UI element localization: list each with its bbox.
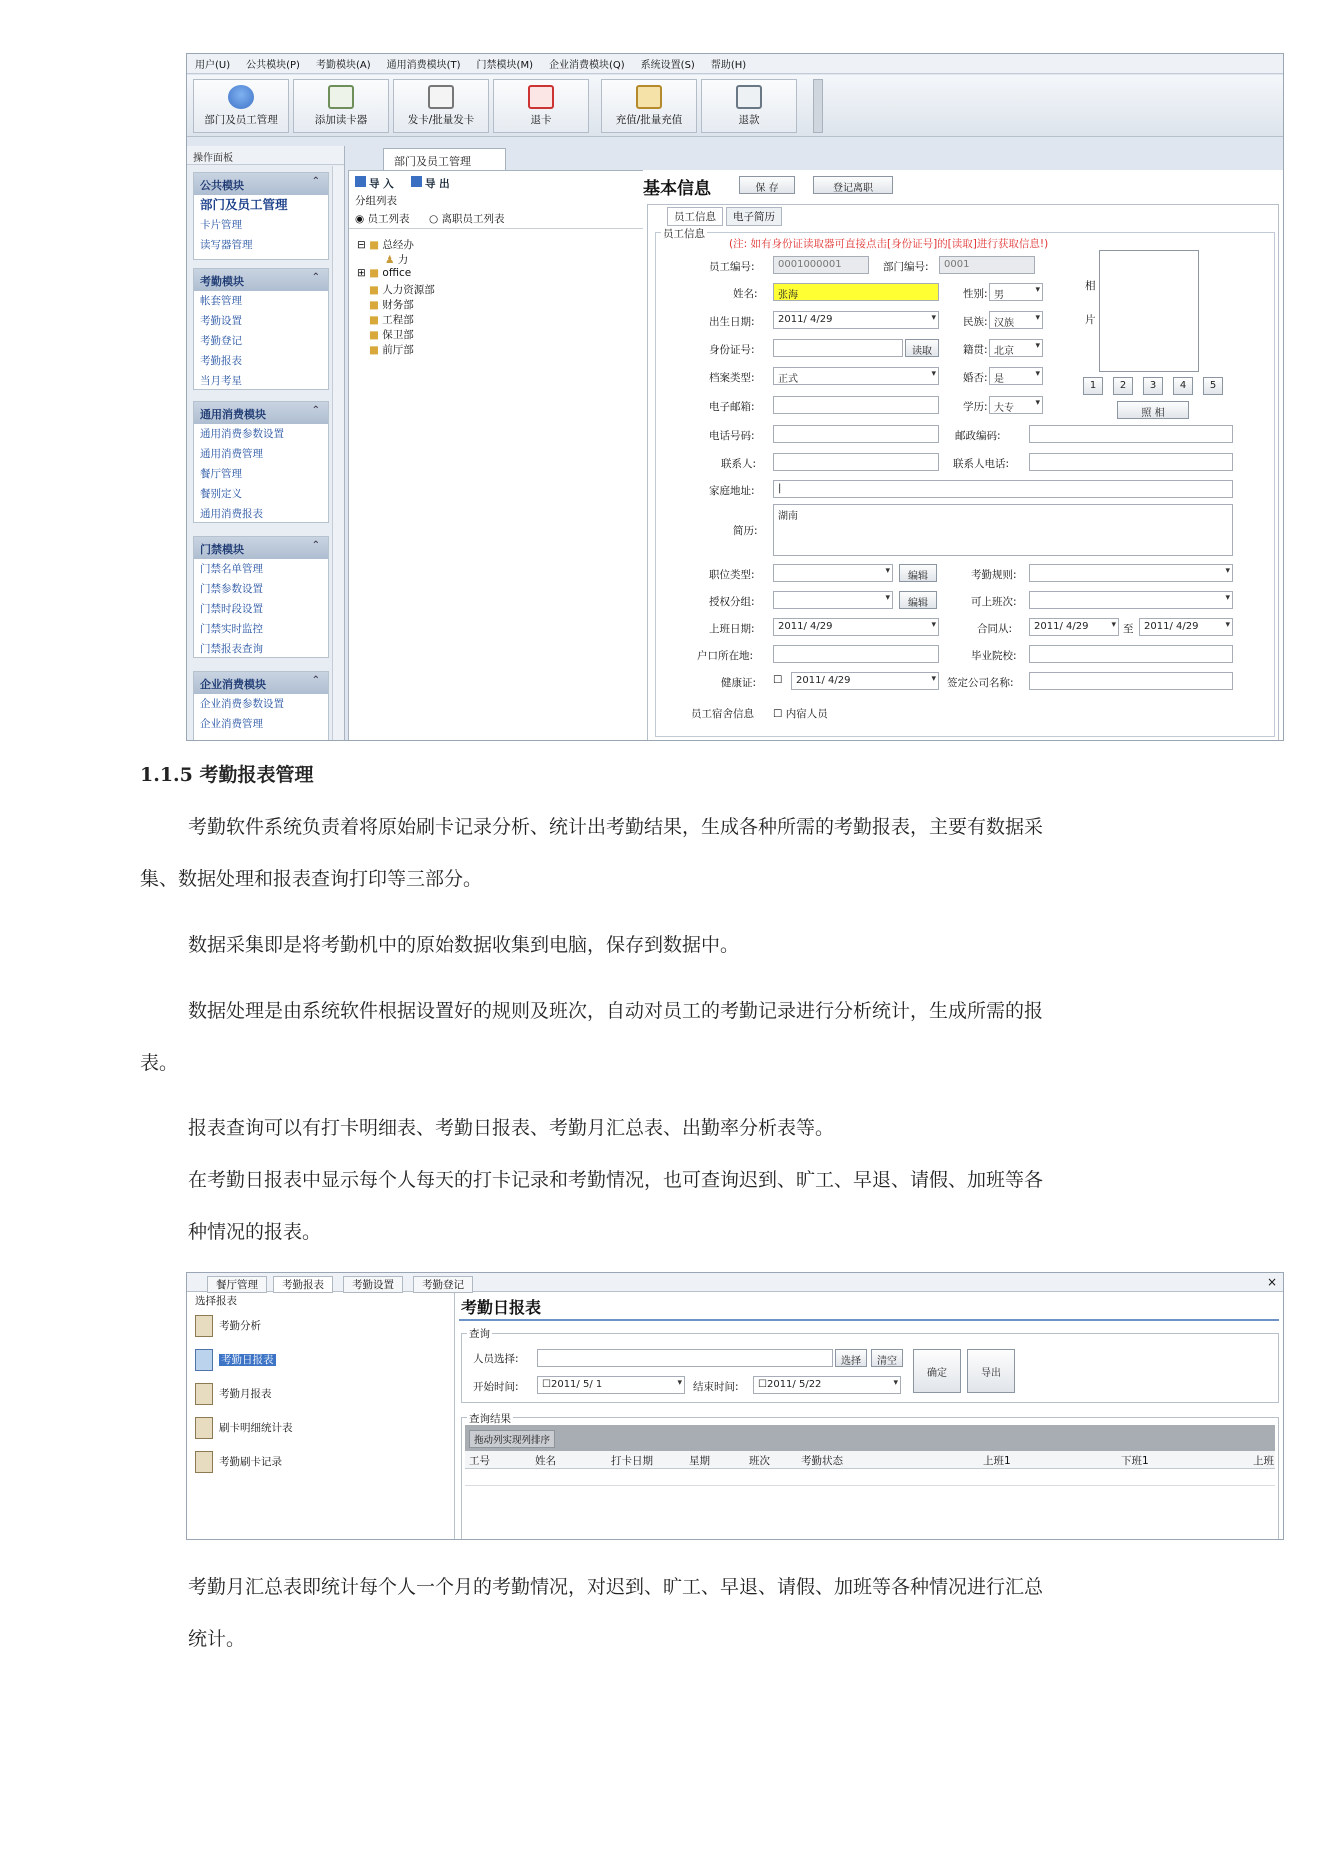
recharge-button[interactable] — [601, 79, 697, 133]
person-field[interactable] — [537, 1349, 833, 1367]
nav-restaurant[interactable]: 餐厅管理 — [200, 468, 242, 480]
archive-select[interactable] — [773, 367, 939, 385]
nav-ent-params[interactable]: 企业消费参数设置 — [200, 698, 284, 710]
nav-attendance-register[interactable]: 考勤登记 — [200, 335, 242, 347]
emp-no-label: 员工编号: — [709, 261, 755, 273]
menu-attendance[interactable]: 考勤模块(A) — [315, 60, 371, 71]
auth-select[interactable] — [773, 591, 893, 609]
col-off-duty-1[interactable]: 下班1 — [1121, 1455, 1149, 1467]
health-label: 健康证: — [721, 677, 757, 689]
report-monthly[interactable] — [195, 1383, 272, 1405]
auth-label: 授权分组: — [709, 596, 755, 608]
edu-label: 学历: — [963, 401, 988, 413]
id-reader-note: (注: 如有身份证读取器可直接点击[身份证号]的[读取]进行获取信息!) — [729, 238, 1049, 250]
id-label: 身份证号: — [709, 344, 755, 356]
inner-checkbox[interactable]: ☐ 内宿人员 — [773, 708, 828, 720]
nav-monthly[interactable]: 当月考星 — [200, 375, 242, 387]
rule-label: 考勤规则: — [971, 569, 1017, 581]
company-field[interactable] — [1029, 672, 1233, 690]
photo-slot-2[interactable]: 2 — [1113, 377, 1133, 395]
nav-meal-define[interactable]: 餐别定义 — [200, 488, 242, 500]
panel-scrollbar[interactable] — [332, 166, 344, 741]
tab-attendance-settings[interactable]: 考勤设置 — [343, 1276, 403, 1293]
drag-hint: 拖动列实现列排序 — [469, 1430, 555, 1448]
contract-to-value: 2011/ 4/29 — [1144, 621, 1199, 632]
phone-label: 电话号码: — [709, 430, 755, 442]
report-analysis[interactable] — [195, 1315, 261, 1337]
tab-resume[interactable]: 电子简历 — [726, 207, 782, 226]
paragraph-5a: 在考勤日报表中显示每个人每天的打卡记录和考勤情况，也可查询迟到、旷工、早退、请假、加班等各 — [188, 1169, 1044, 1191]
emp-no-field[interactable]: 0001000001 — [773, 256, 869, 274]
operation-panel — [187, 146, 345, 741]
person-icon: ♟ — [385, 254, 395, 266]
to-label: 至 — [1123, 623, 1134, 635]
sex-select[interactable] — [989, 283, 1043, 301]
issue-card-button[interactable] — [393, 79, 489, 133]
shift-select[interactable] — [1029, 591, 1233, 609]
nav-attendance-report[interactable]: 考勤报表 — [200, 355, 242, 367]
native-label: 籍贯: — [963, 344, 988, 356]
nav-access-time[interactable]: 门禁时段设置 — [200, 603, 263, 615]
photo-frame[interactable] — [1099, 250, 1199, 372]
paragraph-3b: 表。 — [140, 1052, 179, 1074]
col-on-duty-1[interactable]: 上班1 — [983, 1455, 1011, 1467]
refund-label: 退款 — [738, 114, 760, 126]
report-daily[interactable] — [195, 1349, 276, 1371]
nav-consume-params[interactable]: 通用消费参数设置 — [200, 428, 284, 440]
contract-to-date[interactable] — [1139, 618, 1233, 636]
module-public — [193, 172, 329, 260]
dept-no-label: 部门编号: — [883, 261, 929, 273]
tree-label: 财务部 — [382, 299, 414, 311]
tab-dept-staff[interactable]: 部门及员工管理 — [383, 148, 506, 170]
phone-field[interactable] — [773, 425, 939, 443]
addr-label: 家庭地址: — [709, 485, 755, 497]
nav-access-report[interactable]: 门禁报表查询 — [200, 643, 263, 655]
take-photo-button[interactable]: 照 相 — [1117, 401, 1189, 419]
menu-general-consume[interactable]: 通用消费模块(T) — [386, 60, 461, 71]
import-label: 导 入 — [369, 178, 394, 190]
report-title: 考勤日报表 — [461, 1298, 542, 1317]
menu-help[interactable]: 帮助(H) — [710, 60, 747, 71]
married-select[interactable] — [989, 367, 1043, 385]
paragraph-1a: 考勤软件系统负责着将原始刷卡记录分析、统计出考勤结果，生成各种所需的考勤报表，主要有数据采 — [188, 816, 1044, 838]
tree-label: office — [382, 267, 412, 279]
recharge-label: 充值/批量充值 — [615, 114, 683, 126]
dept-staff-button[interactable] — [193, 79, 289, 133]
query-label: 查询 — [469, 1328, 490, 1340]
contact-phone-label: 联系人电话: — [953, 458, 1010, 470]
birth-label: 出生日期: — [709, 316, 755, 328]
import-icon — [355, 176, 366, 187]
birth-value: 2011/ 4/29 — [778, 314, 833, 325]
return-card-button[interactable] — [493, 79, 589, 133]
name-label: 姓名: — [733, 288, 758, 300]
title-underline — [459, 1319, 1279, 1321]
return-card-label: 退卡 — [530, 114, 552, 126]
tab-restaurant[interactable]: 餐厅管理 — [207, 1276, 267, 1293]
nav-dept-staff[interactable]: 部门及员工管理 — [200, 197, 288, 212]
job-label: 职位类型: — [709, 569, 755, 581]
zip-label: 邮政编码: — [955, 430, 1001, 442]
paragraph-5b: 种情况的报表。 — [188, 1221, 322, 1243]
paragraph-3a: 数据处理是由系统软件根据设置好的规则及班次，自动对员工的考勤记录进行分析统计，生成所需的报 — [188, 1000, 1044, 1022]
tab-employee-info[interactable]: 员工信息 — [667, 207, 723, 226]
toolbar-overflow[interactable] — [813, 79, 823, 133]
folder-icon: ■ — [369, 344, 379, 356]
col-emp-no[interactable]: 工号 — [469, 1455, 490, 1467]
close-icon[interactable]: × — [1267, 1275, 1278, 1289]
report-label: 刷卡明细统计表 — [219, 1422, 293, 1434]
dept-staff-label: 部门及员工管理 — [204, 114, 278, 126]
nav-ent-manage[interactable]: 企业消费管理 — [200, 718, 263, 730]
from-date[interactable]: ☐2011/ 5/ 1 ▾ — [537, 1376, 685, 1394]
name-field[interactable]: 张海 — [773, 283, 939, 301]
nav-card-manage[interactable]: 卡片管理 — [200, 219, 242, 231]
report-label: 考勤刷卡记录 — [219, 1456, 282, 1468]
birth-date[interactable] — [773, 311, 939, 329]
from-value: 2011/ 5/ 1 — [550, 1379, 603, 1390]
sex-value: 男 — [994, 290, 1004, 301]
id-field[interactable] — [773, 339, 903, 357]
col-shift[interactable]: 班次 — [749, 1455, 770, 1467]
addr-field[interactable]: | — [773, 480, 1233, 498]
module-general-consume-header[interactable]: 通用消费模块 ⌃ — [194, 402, 328, 424]
export-button[interactable] — [411, 176, 450, 191]
group-list-label: 分组列表 — [355, 195, 397, 207]
report-icon — [195, 1417, 213, 1439]
choose-button[interactable]: 选择 — [835, 1349, 867, 1367]
contract-from-value: 2011/ 4/29 — [1034, 621, 1089, 632]
tree-label: 保卫部 — [382, 329, 414, 341]
health-checkbox[interactable]: ☐ — [773, 674, 783, 686]
nav-access-monitor[interactable]: 门禁实时监控 — [200, 623, 263, 635]
section-heading: 1.1.5 考勤报表管理 — [140, 764, 314, 786]
paragraph-1b: 集、数据处理和报表查询打印等三部分。 — [140, 868, 483, 890]
contract-from-date[interactable] — [1029, 618, 1119, 636]
nation-label: 民族: — [963, 316, 988, 328]
tree-label: 前厅部 — [382, 344, 414, 356]
menu-user[interactable]: 用户(U) — [195, 60, 231, 71]
row-divider — [465, 1485, 1275, 1486]
nation-value: 汉族 — [994, 318, 1014, 329]
folder-icon: ■ — [369, 314, 379, 326]
report-icon — [195, 1349, 213, 1371]
report-card-detail[interactable] — [195, 1417, 293, 1439]
module-enterprise-consume-header[interactable]: 企业消费模块 ⌃ — [194, 672, 328, 694]
married-value: 是 — [994, 374, 1004, 385]
issue-card-label: 发卡/批量发卡 — [407, 114, 475, 126]
export-icon — [411, 176, 422, 187]
school-label: 毕业院校: — [971, 650, 1017, 662]
health-date[interactable] — [791, 672, 939, 690]
splitter[interactable] — [454, 1293, 455, 1540]
nav-account-set[interactable]: 帐套管理 — [200, 295, 242, 307]
module-general-consume — [193, 401, 329, 523]
col-date[interactable]: 打卡日期 — [611, 1455, 653, 1467]
module-access-header[interactable]: 门禁模块 ⌃ — [194, 537, 328, 559]
nav-reader-manage[interactable]: 读写器管理 — [200, 239, 253, 251]
contract-label: 合同从: — [977, 623, 1013, 635]
health-value: 2011/ 4/29 — [796, 675, 851, 686]
native-select[interactable] — [989, 339, 1043, 357]
module-access — [193, 536, 329, 658]
school-field[interactable] — [1029, 645, 1233, 663]
photo-slot-1[interactable]: 1 — [1083, 377, 1103, 395]
folder-icon: ■ — [369, 329, 379, 341]
photo-label-2: 片 — [1085, 314, 1096, 326]
photo-label-1: 相 — [1085, 280, 1096, 292]
paragraph-6a: 考勤月汇总表即统计每个人一个月的考勤情况，对迟到、旷工、早退、请假、加班等各种情况进行汇总 — [188, 1576, 1044, 1598]
tree-node-finance[interactable] — [369, 297, 414, 312]
tree-node-person[interactable] — [385, 252, 408, 267]
edu-select[interactable] — [989, 396, 1043, 414]
resign-button[interactable]: 登记离职 — [813, 176, 893, 194]
module-enterprise-consume — [193, 671, 329, 741]
module-attendance-header[interactable]: 考勤模块 ⌃ — [194, 269, 328, 291]
contact-field[interactable] — [773, 453, 939, 471]
married-label: 婚否: — [963, 372, 988, 384]
col-on-duty-2[interactable]: 上班 — [1253, 1455, 1274, 1467]
to-label: 结束时间: — [693, 1381, 739, 1393]
tab-attendance-report[interactable]: 考勤报表 — [273, 1276, 333, 1293]
start-date[interactable] — [773, 618, 939, 636]
tree-node-office[interactable]: ⊞ ■ office — [357, 267, 412, 279]
module-attendance — [193, 268, 329, 390]
group-label: 员工信息 — [663, 228, 705, 240]
to-value: 2011/ 5/22 — [766, 1379, 822, 1390]
folder-icon: ■ — [369, 239, 380, 251]
nav-access-list[interactable]: 门禁名单管理 — [200, 563, 263, 575]
tree-node-security[interactable] — [369, 327, 414, 342]
read-id-button[interactable]: 读取 — [905, 339, 939, 357]
report-card-records[interactable] — [195, 1451, 282, 1473]
archive-value: 正式 — [778, 374, 798, 385]
nav-attendance-settings[interactable]: 考勤设置 — [200, 315, 242, 327]
paragraph-4: 报表查询可以有打卡明细表、考勤日报表、考勤月汇总表、出勤率分析表等。 — [188, 1117, 835, 1139]
refund-button[interactable] — [701, 79, 797, 133]
email-field[interactable] — [773, 396, 939, 414]
employee-management-screenshot — [186, 53, 1284, 741]
zip-field[interactable] — [1029, 425, 1233, 443]
employee-form — [643, 170, 1283, 741]
menu-system[interactable]: 系统设置(S) — [640, 60, 695, 71]
email-label: 电子邮箱: — [709, 401, 755, 413]
nation-select[interactable] — [989, 311, 1043, 329]
add-reader-button[interactable] — [293, 79, 389, 133]
radio-left-label: 离职员工列表 — [441, 213, 505, 225]
archive-label: 档案类型: — [709, 372, 755, 384]
resume-label: 简历: — [733, 525, 758, 537]
tree-node-general[interactable]: ⊟ ■ 总经办 — [357, 239, 414, 251]
start-value: 2011/ 4/29 — [778, 621, 833, 632]
tree-label: 人力资源部 — [382, 284, 435, 296]
confirm-button[interactable]: 确定 — [913, 1349, 961, 1393]
people-icon — [228, 85, 254, 109]
select-report-label: 选择报表 — [195, 1295, 237, 1307]
paragraph-6b: 统计。 — [188, 1628, 246, 1650]
tree-label: 力 — [397, 254, 409, 266]
add-reader-icon — [328, 85, 354, 109]
report-icon — [195, 1383, 213, 1405]
edu-value: 大专 — [994, 403, 1014, 414]
table-header — [465, 1451, 1275, 1469]
group-panel — [348, 170, 688, 741]
result-label: 查询结果 — [469, 1413, 511, 1425]
resume-field[interactable]: 湖南 — [773, 504, 1233, 556]
tree-node-engineering[interactable] — [369, 312, 414, 327]
company-label: 签定公司名称: — [947, 677, 1014, 689]
dorm-label: 员工宿舍信息 — [691, 708, 754, 720]
hukou-field[interactable] — [773, 645, 939, 663]
tab-attendance-register[interactable]: 考勤登记 — [413, 1276, 473, 1293]
report-icon — [195, 1315, 213, 1337]
from-label: 开始时间: — [473, 1381, 519, 1393]
export-report-button[interactable]: 导出 — [967, 1349, 1015, 1393]
panel-title: 操作面板 — [187, 146, 344, 165]
folder-icon: ■ — [369, 299, 379, 311]
photo-slot-4[interactable]: 4 — [1173, 377, 1193, 395]
refund-icon — [736, 85, 762, 109]
report-icon — [195, 1451, 213, 1473]
basic-info-title: 基本信息 — [643, 179, 711, 199]
edit-job-button[interactable]: 编辑 — [899, 564, 937, 582]
group-by-bar[interactable] — [465, 1425, 1275, 1451]
report-label: 考勤月报表 — [219, 1388, 272, 1400]
toolbar — [187, 75, 1283, 137]
shift-label: 可上班次: — [971, 596, 1017, 608]
folder-icon: ■ — [369, 284, 379, 296]
photo-slot-5[interactable]: 5 — [1203, 377, 1223, 395]
col-status[interactable]: 考勤状态 — [801, 1455, 843, 1467]
native-value: 北京 — [994, 346, 1014, 357]
contact-label: 联系人: — [721, 458, 757, 470]
save-button[interactable]: 保 存 — [739, 176, 795, 194]
return-card-icon — [528, 85, 554, 109]
radio-left[interactable]: ○ 离职员工列表 — [429, 213, 505, 225]
clipboard-icon — [636, 85, 662, 109]
module-public-header[interactable]: 公共模块 ⌃ — [194, 173, 328, 195]
col-weekday[interactable]: 星期 — [689, 1455, 710, 1467]
nav-consume-report[interactable]: 通用消费报表 — [200, 508, 263, 520]
nav-access-params[interactable]: 门禁参数设置 — [200, 583, 263, 595]
tree-label: 工程部 — [382, 314, 414, 326]
contact-phone-field[interactable] — [1029, 453, 1233, 471]
menu-access[interactable]: 门禁模块(M) — [476, 60, 533, 71]
paragraph-2: 数据采集即是将考勤机中的原始数据收集到电脑，保存到数据中。 — [188, 934, 740, 956]
dept-no-field[interactable]: 0001 — [939, 256, 1035, 274]
menu-bar — [187, 54, 1283, 74]
divider — [349, 228, 687, 229]
edit-auth-button[interactable]: 编辑 — [899, 591, 937, 609]
tree-node-hr[interactable] — [369, 282, 435, 297]
job-select[interactable] — [773, 564, 893, 582]
menu-public[interactable]: 公共模块(P) — [246, 60, 300, 71]
clear-button[interactable]: 清空 — [871, 1349, 903, 1367]
report-label: 考勤日报表 — [221, 1354, 274, 1366]
start-label: 上班日期: — [709, 623, 755, 635]
radio-staff-label: 员工列表 — [367, 213, 410, 225]
tree-label: 总经办 — [382, 239, 414, 251]
person-label: 人员选择: — [473, 1353, 519, 1365]
report-label: 考勤分析 — [219, 1320, 261, 1332]
menu-enterprise-consume[interactable]: 企业消费模块(Q) — [548, 60, 625, 71]
sex-label: 性别: — [963, 288, 988, 300]
import-button[interactable] — [355, 176, 394, 191]
nav-consume-manage[interactable]: 通用消费管理 — [200, 448, 263, 460]
inner-label: 内宿人员 — [785, 708, 828, 720]
export-label: 导 出 — [425, 178, 450, 190]
folder-icon: ■ — [369, 267, 380, 279]
card-icon — [428, 85, 454, 109]
radio-staff[interactable]: ◉ 员工列表 — [355, 213, 410, 225]
photo-slot-3[interactable]: 3 — [1143, 377, 1163, 395]
rule-select[interactable] — [1029, 564, 1233, 582]
add-reader-label: 添加读卡器 — [314, 114, 368, 126]
col-name[interactable]: 姓名 — [535, 1455, 556, 1467]
tree-node-front[interactable] — [369, 342, 414, 357]
to-date[interactable]: ☐2011/ 5/22 ▾ — [753, 1376, 901, 1394]
hukou-label: 户口所在地: — [697, 650, 754, 662]
daily-report-screenshot — [186, 1272, 1284, 1540]
